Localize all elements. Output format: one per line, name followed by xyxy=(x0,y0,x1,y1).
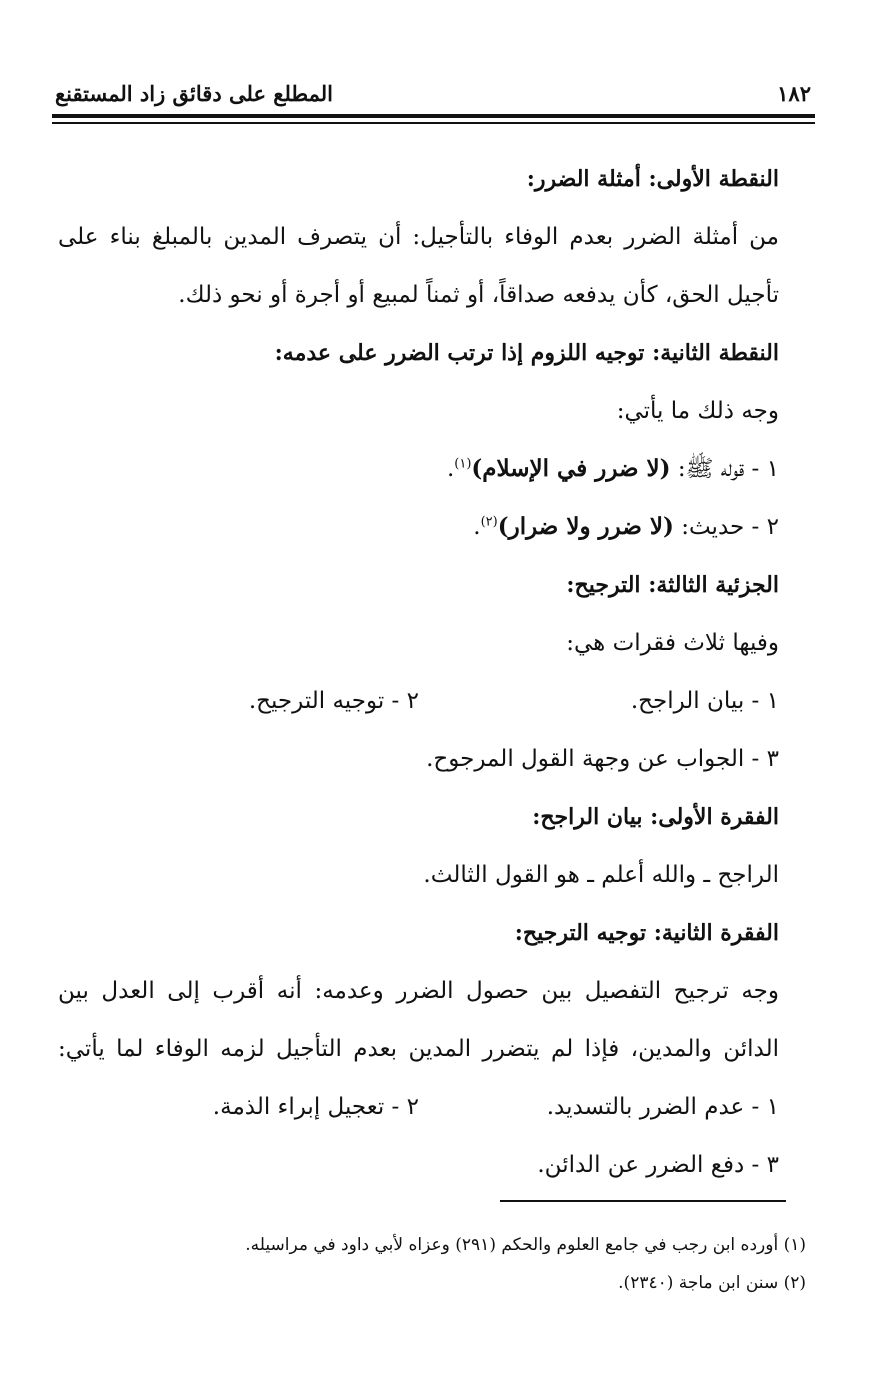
part3-item-1: ١ - بيان الراجح. xyxy=(630,688,779,714)
paragraph2-line-1: وجه ترجيح التفصيل بين حصول الضرر وعدمه: أنه أقرب إلى العدل بين xyxy=(58,978,779,1004)
hadith-item-2-prefix: ٢ - حديث: xyxy=(673,514,779,540)
paragraph1-text: الراجح ـ والله أعلم ـ هو القول الثالث. xyxy=(423,862,779,888)
paragraph2-item-3: ٣ - دفع الضرر عن الدائن. xyxy=(537,1152,779,1178)
point1-heading: النقطة الأولى: أمثلة الضرر: xyxy=(526,166,779,192)
book-title: المطلع على دقائق زاد المستقنع xyxy=(55,80,334,106)
footnote-1: (١) أورده ابن رجب في جامع العلوم والحكم (٢٩١) وعزاه لأبي داود في مراسيله. xyxy=(245,1235,806,1255)
hadith-item-2-end: . xyxy=(473,514,481,540)
part3-item-2: ٢ - توجيه الترجيح. xyxy=(248,688,419,714)
main-text xyxy=(58,150,779,1194)
header-rule-thin xyxy=(52,122,815,124)
running-header xyxy=(55,76,811,110)
hadith-item-2 xyxy=(58,498,779,556)
part3-item-3: ٣ - الجواب عن وجهة القول المرجوح. xyxy=(426,746,779,772)
footnotes xyxy=(60,1226,806,1302)
hadith-item-2-quote: (لا ضرر ولا ضرار) xyxy=(497,513,674,540)
paragraph1-heading: الفقرة الأولى: بيان الراجح: xyxy=(532,804,779,830)
part3-items-row xyxy=(58,672,779,730)
point2-heading: النقطة الثانية: توجيه اللزوم إذا ترتب الضرر على عدمه: xyxy=(274,340,779,366)
header-rule-thick xyxy=(52,114,815,118)
part3-intro: وفيها ثلاث فقرات هي: xyxy=(566,630,779,656)
paragraph2-item-2: ٢ - تعجيل إبراء الذمة. xyxy=(212,1094,419,1120)
point2-intro: وجه ذلك ما يأتي: xyxy=(616,398,779,424)
paragraph2-item-1: ١ - عدم الضرر بالتسديد. xyxy=(546,1094,779,1120)
point1-paragraph-line-1: من أمثلة الضرر بعدم الوفاء بالتأجيل: أن يتصرف المدين بالمبلغ بناء على xyxy=(58,224,779,250)
page-number: ١٨٢ xyxy=(777,80,811,106)
hadith-item-1-prefix: ١ - قوله ﷺ: xyxy=(670,456,779,482)
hadith-item-1-quote: (لا ضرر في الإسلام) xyxy=(471,455,671,482)
paragraph2-items-row xyxy=(58,1078,779,1136)
hadith-item-1 xyxy=(58,440,779,498)
footnote-2: (٢) سنن ابن ماجة (٢٣٤٠). xyxy=(618,1273,806,1293)
footnote-separator xyxy=(500,1200,786,1202)
paragraph2-line-2: الدائن والمدين، فإذا لم يتضرر المدين بعدم التأجيل لزمه الوفاء لما يأتي: xyxy=(58,1036,779,1062)
paragraph2-heading: الفقرة الثانية: توجيه الترجيح: xyxy=(514,920,779,946)
hadith-item-1-end: . xyxy=(446,456,455,482)
footnote-ref-1: (١) xyxy=(454,456,472,472)
point1-paragraph-line-2: تأجيل الحق، كأن يدفعه صداقاً، أو ثمناً لمبيع أو أجرة أو نحو ذلك. xyxy=(178,282,779,308)
footnote-ref-2: (٢) xyxy=(480,514,498,530)
part3-heading: الجزئية الثالثة: الترجيح: xyxy=(566,572,779,598)
